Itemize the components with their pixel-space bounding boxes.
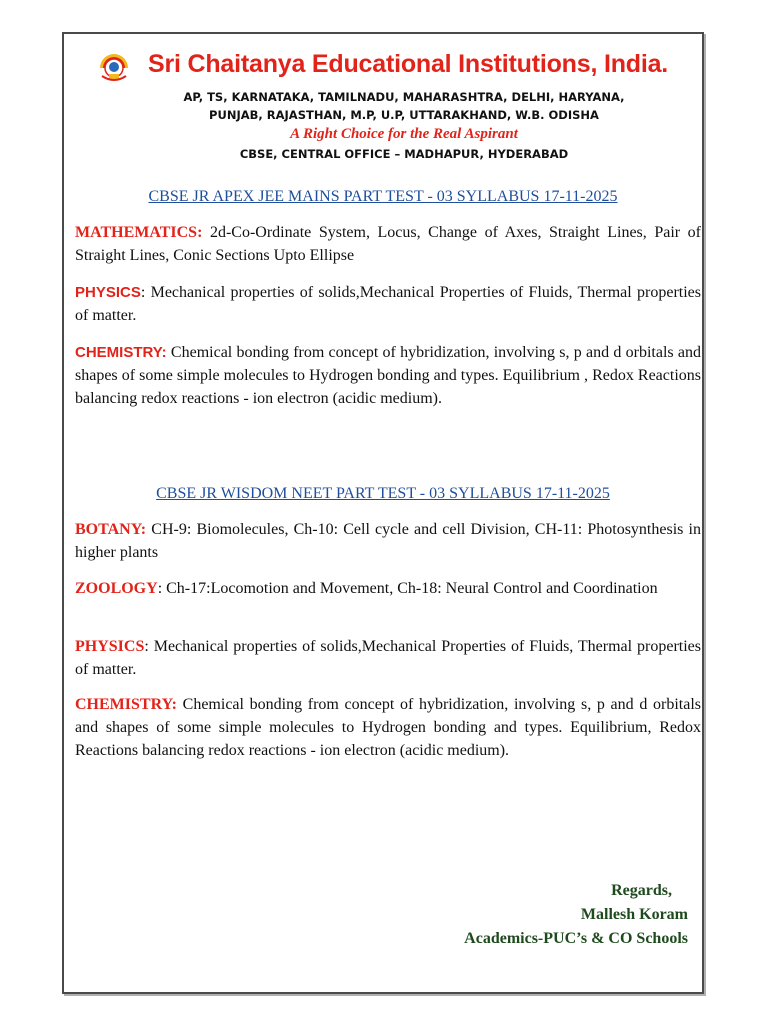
regards: Regards, <box>611 882 672 899</box>
states-line-2: PUNJAB, RAJASTHAN, M.P, U.P, UTTARAKHAND, W.B. ODISHA <box>209 108 599 122</box>
tagline: A Right Choice for the Real Aspirant <box>290 126 518 142</box>
zoology-text: : Ch-17:Locomotion and Movement, Ch-18: Neural Control and Coordination <box>157 580 658 597</box>
mathematics-label: MATHEMATICS: <box>75 224 203 241</box>
document-frame <box>62 32 704 994</box>
states-line-1: AP, TS, KARNATAKA, TAMILNADU, MAHARASHTRA, DELHI, HARYANA, <box>183 90 625 104</box>
physics-label: PHYSICS <box>75 284 141 301</box>
letterhead <box>64 34 702 174</box>
chemistry-text-neet: Chemical bonding from concept of hybridization, involving s, p and d orbitals and shapes of some simple molecules to Hydrogen bonding and types. Equilibrium, Redox Reactions balancing redox reactions - ion electron (acidic medium). <box>75 696 701 759</box>
jee-mathematics-paragraph <box>75 221 701 267</box>
jee-section-title: CBSE JR APEX JEE MAINS PART TEST - 03 SYLLABUS 17-11-2025 <box>148 188 618 205</box>
chemistry-label: CHEMISTRY: <box>75 344 167 361</box>
signatory-name: Mallesh Koram <box>580 906 688 923</box>
mathematics-text: 2d-Co-Ordinate System, Locus, Change of Axes, Straight Lines, Pair of Straight Lines, Conic Sections Upto Ellipse <box>75 224 701 264</box>
neet-section-title: CBSE JR WISDOM NEET PART TEST - 03 SYLLABUS 17-11-2025 <box>156 485 610 502</box>
botany-text: CH-9: Biomolecules, Ch-10: Cell cycle and cell Division, CH-11: Photosynthesis in higher plants <box>75 521 701 561</box>
neet-physics-paragraph <box>75 635 701 681</box>
physics-text-neet: : Mechanical properties of solids,Mechanical Properties of Fluids, Thermal properties of matter. <box>75 638 701 678</box>
signatory-designation: Academics-PUC’s & CO Schools <box>464 930 688 947</box>
institution-name: Sri Chaitanya Educational Institutions, India. <box>148 50 669 78</box>
neet-botany-paragraph <box>75 518 701 564</box>
chemistry-label-neet: CHEMISTRY: <box>75 696 177 713</box>
jee-physics-paragraph <box>75 281 701 327</box>
physics-text: : Mechanical properties of solids,Mechanical Properties of Fluids, Thermal properties of matter. <box>75 284 701 324</box>
neet-chemistry-paragraph <box>75 693 701 762</box>
physics-label-neet: PHYSICS <box>75 638 145 655</box>
office-address: CBSE, CENTRAL OFFICE – MADHAPUR, HYDERABAD <box>239 147 569 161</box>
zoology-label: ZOOLOGY <box>75 580 158 597</box>
neet-zoology-paragraph <box>75 577 701 600</box>
chemistry-text: Chemical bonding from concept of hybridization, involving s, p and d orbitals and shapes of some simple molecules to Hydrogen bonding and types. Equilibrium , Redox Reactions balancing redox reactions - ion electron (acidic medium). <box>75 344 701 407</box>
signature-block <box>368 879 688 951</box>
institution-logo-icon <box>94 46 134 86</box>
botany-label: BOTANY: <box>75 521 147 538</box>
jee-chemistry-paragraph <box>75 341 701 410</box>
